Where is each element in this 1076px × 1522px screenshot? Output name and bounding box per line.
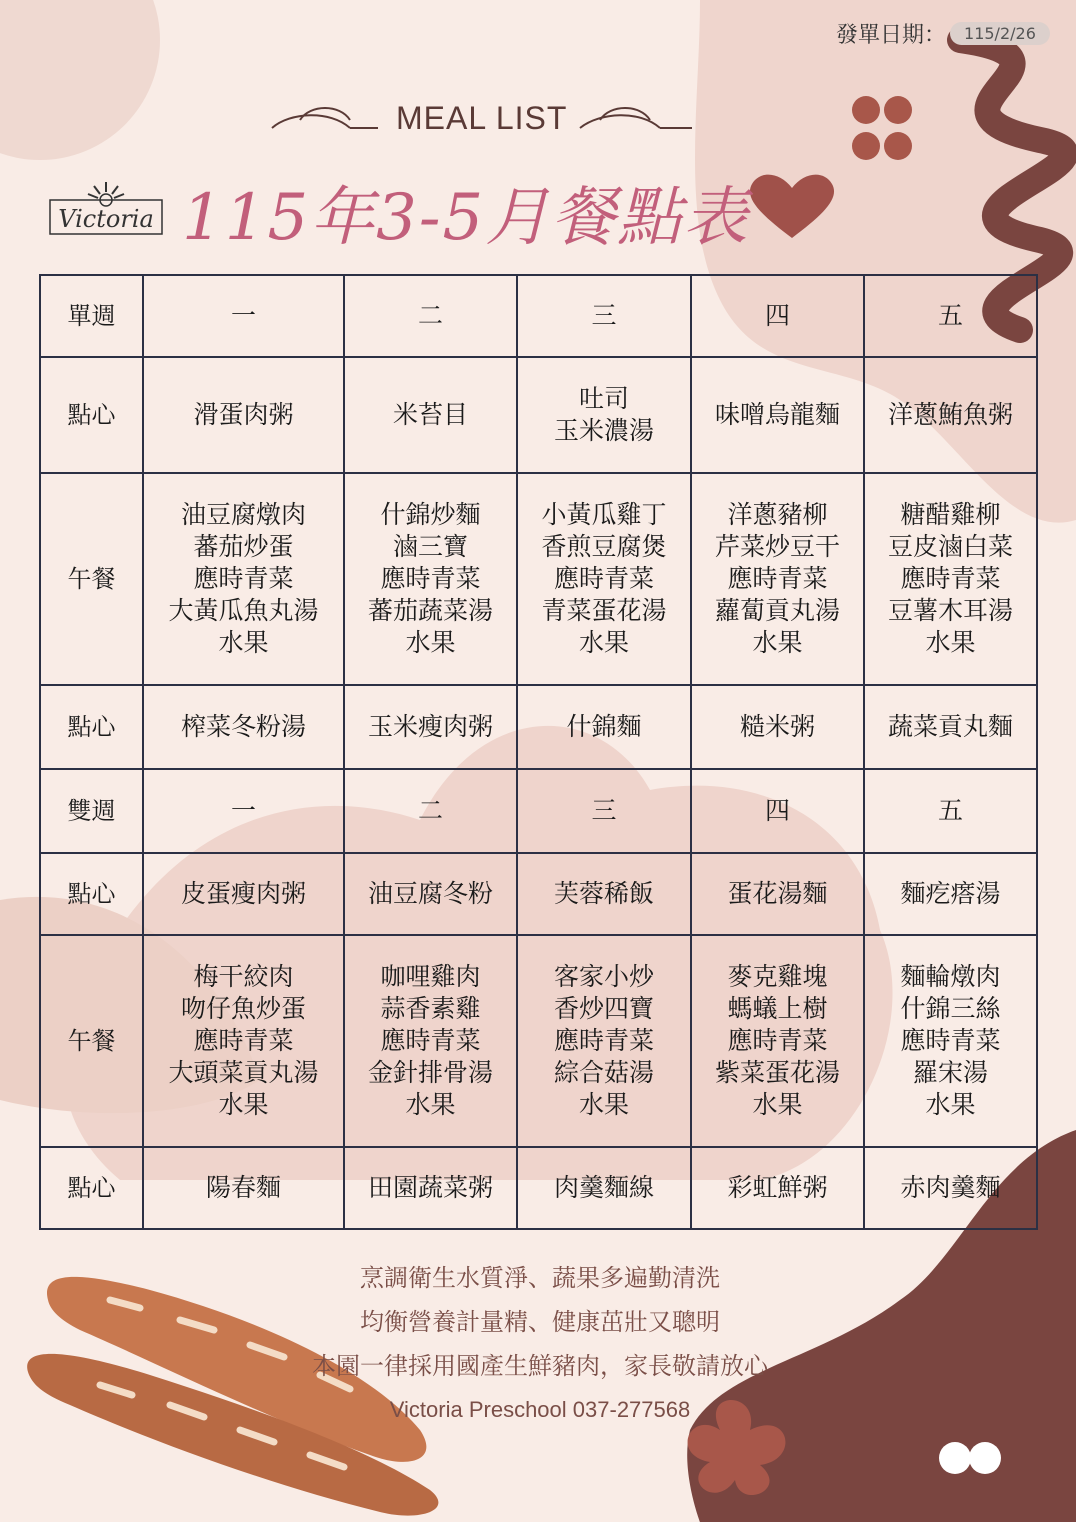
meal-item: 榨菜冬粉湯	[180, 712, 306, 741]
contact-line: Victoria Preschool 037-277568	[389, 1397, 691, 1422]
meal-item: 梅干絞肉	[193, 962, 294, 991]
meal-cell	[517, 473, 691, 685]
meal-item: 彩虹鮮粥	[727, 1173, 828, 1202]
meal-item: 油豆腐冬粉	[367, 879, 493, 908]
meal-item: 水果	[578, 628, 629, 657]
meal-cell	[143, 473, 344, 685]
meal-item: 赤肉羹麵	[900, 1173, 1001, 1202]
meal-item: 應時青菜	[380, 564, 481, 593]
meal-item: 芹菜炒豆干	[714, 532, 840, 561]
meal-item: 芙蓉稀飯	[553, 879, 654, 908]
meal-item: 應時青菜	[727, 1026, 828, 1055]
meal-item: 豆薯木耳湯	[887, 596, 1013, 625]
meal-type-label: 午餐	[40, 473, 143, 685]
meal-item: 水果	[925, 628, 976, 657]
meal-cell	[143, 685, 344, 769]
meal-item: 豆皮滷白菜	[887, 532, 1013, 561]
meal-item: 青菜蛋花湯	[541, 596, 667, 625]
meal-type-label: 點心	[40, 853, 143, 935]
meal-row	[40, 685, 1037, 769]
meal-item: 香煎豆腐煲	[541, 532, 667, 561]
day-header: 二	[344, 275, 517, 357]
meal-item: 蔬菜貢丸麵	[887, 712, 1013, 741]
day-header: 二	[344, 769, 517, 853]
meal-item: 玉米瘦肉粥	[367, 712, 493, 741]
meal-item: 蘿蔔貢丸湯	[714, 596, 840, 625]
meal-cell	[517, 1147, 691, 1229]
meal-item: 味噌烏龍麵	[714, 400, 840, 429]
meal-item: 糙米粥	[739, 712, 815, 741]
meal-item: 洋蔥豬柳	[727, 500, 828, 529]
meal-row	[40, 853, 1037, 935]
day-header: 四	[691, 769, 864, 853]
issue-date	[836, 18, 1050, 48]
meal-cell	[143, 853, 344, 935]
meal-item: 水果	[218, 628, 269, 657]
meal-item: 水果	[405, 628, 456, 657]
meal-item: 應時青菜	[900, 1026, 1001, 1055]
meal-item: 水果	[218, 1090, 269, 1119]
meal-cell	[864, 473, 1037, 685]
meal-cell	[691, 685, 864, 769]
meal-row	[40, 1147, 1037, 1229]
meal-cell	[864, 685, 1037, 769]
slogan-line: 烹調衛生水質淨、蔬果多遍勤清洗	[360, 1264, 720, 1292]
meal-cell	[517, 357, 691, 473]
meal-item: 糖醋雞柳	[900, 500, 1001, 529]
meal-item: 咖哩雞肉	[380, 962, 481, 991]
meal-cell	[344, 853, 517, 935]
meal-item: 紫菜蛋花湯	[714, 1058, 840, 1087]
meal-cell	[517, 935, 691, 1147]
meal-cell	[691, 853, 864, 935]
meal-cell	[864, 357, 1037, 473]
meal-list-heading: MEAL LIST	[396, 100, 568, 136]
meal-cell	[864, 853, 1037, 935]
meal-item: 水果	[578, 1090, 629, 1119]
meal-item: 田園蔬菜粥	[367, 1173, 493, 1202]
meal-item: 滷三寶	[392, 532, 468, 561]
meal-item: 水果	[752, 628, 803, 657]
meal-table	[39, 274, 1038, 1230]
issue-date-value: 115/2/26	[950, 22, 1050, 45]
meal-cell	[864, 1147, 1037, 1229]
meal-item: 蕃茄蔬菜湯	[367, 596, 493, 625]
meal-item: 玉米濃湯	[553, 416, 654, 445]
meal-item: 香炒四寶	[553, 994, 654, 1023]
meal-item: 蛋花湯麵	[727, 879, 828, 908]
meal-cell	[517, 853, 691, 935]
slogan-line: 均衡營養計量精、健康茁壯又聰明	[360, 1308, 720, 1336]
meal-row	[40, 473, 1037, 685]
meal-item: 什錦麵	[566, 712, 642, 741]
day-header: 四	[691, 275, 864, 357]
meal-item: 水果	[405, 1090, 456, 1119]
meal-item: 洋蔥鮪魚粥	[887, 400, 1013, 429]
meal-cell	[344, 1147, 517, 1229]
week-label: 單週	[40, 275, 143, 357]
meal-item: 陽春麵	[205, 1173, 281, 1202]
meal-item: 水果	[752, 1090, 803, 1119]
meal-item: 大黃瓜魚丸湯	[168, 596, 319, 625]
day-header: 五	[864, 769, 1037, 853]
meal-item: 油豆腐燉肉	[180, 500, 306, 529]
meal-item: 應時青菜	[553, 1026, 654, 1055]
week-header-row	[40, 769, 1037, 853]
meal-item: 螞蟻上樹	[727, 994, 828, 1023]
meal-item: 皮蛋瘦肉粥	[180, 879, 306, 908]
meal-item: 米苔目	[392, 400, 468, 429]
meal-cell	[691, 357, 864, 473]
meal-row	[40, 935, 1037, 1147]
issue-date-label: 發單日期：	[836, 22, 947, 48]
meal-type-label: 午餐	[40, 935, 143, 1147]
meal-item: 應時青菜	[900, 564, 1001, 593]
meal-type-label: 點心	[40, 357, 143, 473]
meal-item: 應時青菜	[193, 1026, 294, 1055]
meal-item: 綜合菇湯	[553, 1058, 654, 1087]
meal-cell	[344, 473, 517, 685]
meal-item: 麥克雞塊	[727, 962, 828, 991]
meal-item: 什錦炒麵	[380, 500, 481, 529]
victoria-logo	[48, 180, 164, 238]
meal-item: 應時青菜	[727, 564, 828, 593]
meal-cell	[143, 935, 344, 1147]
page-title: 115年3-5月餐點表	[182, 181, 750, 255]
meal-item: 滑蛋肉粥	[193, 400, 294, 429]
meal-item: 金針排骨湯	[367, 1058, 493, 1087]
day-header: 三	[517, 275, 691, 357]
meal-type-label: 點心	[40, 1147, 143, 1229]
meal-type-label: 點心	[40, 685, 143, 769]
meal-cell	[344, 685, 517, 769]
meal-item: 麵輪燉肉	[900, 962, 1001, 991]
meal-cell	[691, 473, 864, 685]
meal-item: 應時青菜	[193, 564, 294, 593]
meal-item: 應時青菜	[553, 564, 654, 593]
day-header: 五	[864, 275, 1037, 357]
day-header: 一	[143, 769, 344, 853]
slogan-line: 本園一律採用國產生鮮豬肉，家長敬請放心	[312, 1352, 768, 1380]
week-label: 雙週	[40, 769, 143, 853]
meal-cell	[517, 685, 691, 769]
meal-item: 水果	[925, 1090, 976, 1119]
meal-cell	[864, 935, 1037, 1147]
meal-item: 大頭菜貢丸湯	[168, 1058, 319, 1087]
meal-item: 應時青菜	[380, 1026, 481, 1055]
meal-item: 小黃瓜雞丁	[541, 500, 667, 529]
meal-item: 吐司	[578, 384, 629, 413]
svg-text:Victoria: Victoria	[58, 205, 154, 233]
meal-cell	[691, 935, 864, 1147]
meal-cell	[344, 935, 517, 1147]
meal-item: 蒜香素雞	[380, 994, 481, 1023]
meal-item: 客家小炒	[553, 962, 654, 991]
meal-cell	[344, 357, 517, 473]
day-header: 一	[143, 275, 344, 357]
day-header: 三	[517, 769, 691, 853]
week-header-row	[40, 275, 1037, 357]
meal-item: 肉羹麵線	[553, 1173, 654, 1202]
meal-item: 吻仔魚炒蛋	[180, 994, 306, 1023]
meal-row	[40, 357, 1037, 473]
meal-cell	[143, 1147, 344, 1229]
meal-cell	[691, 1147, 864, 1229]
meal-item: 什錦三絲	[900, 994, 1001, 1023]
footer-slogans	[240, 1256, 840, 1432]
meal-cell	[143, 357, 344, 473]
meal-item: 麵疙瘩湯	[900, 879, 1001, 908]
meal-item: 蕃茄炒蛋	[193, 532, 294, 561]
meal-item: 羅宋湯	[912, 1058, 988, 1087]
